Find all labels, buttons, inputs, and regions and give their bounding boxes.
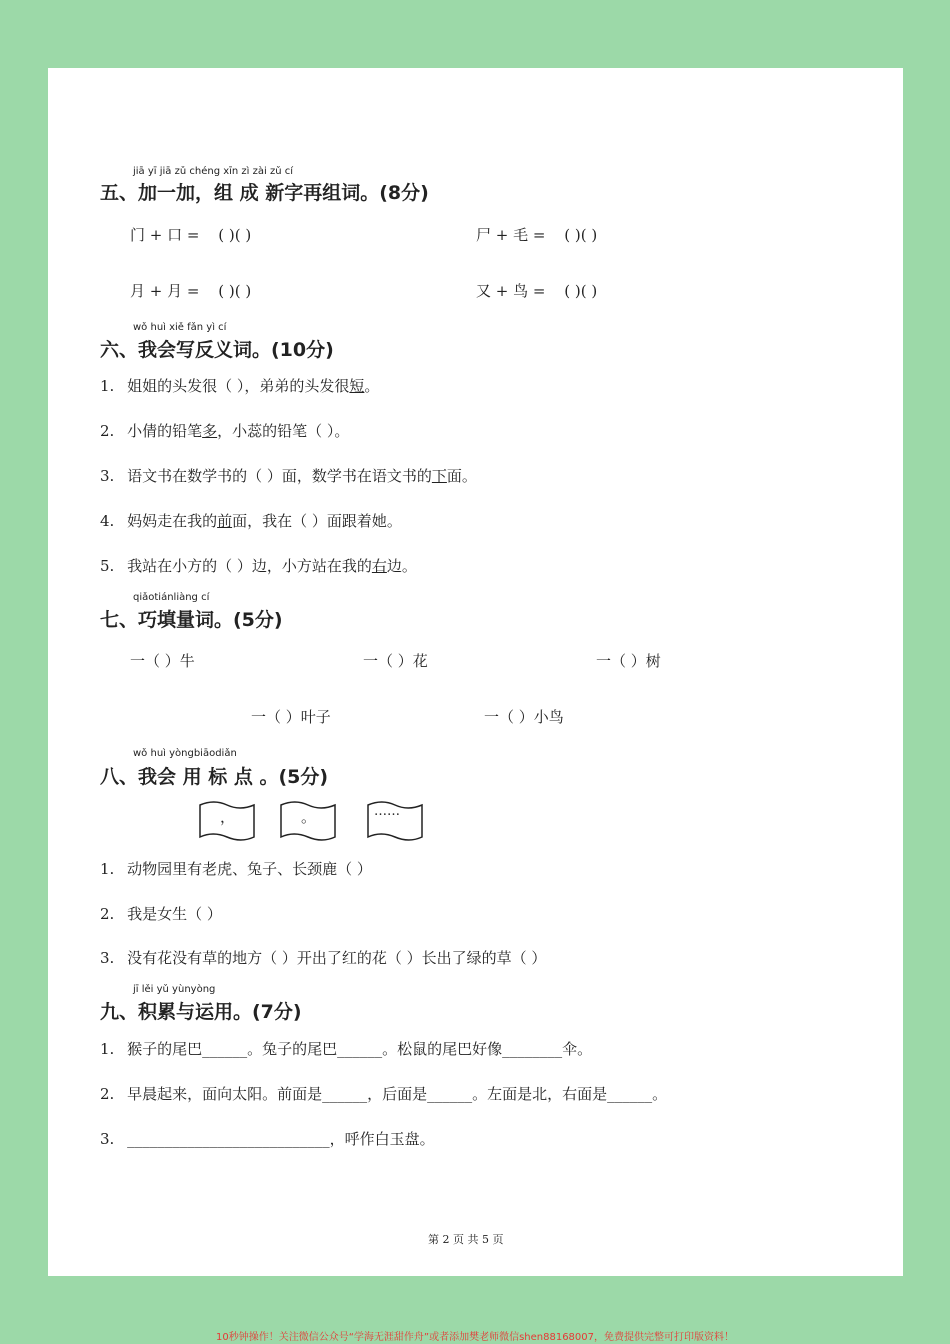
ellipsis-flag	[366, 800, 424, 842]
question-text: 我站在小方的（ ）边，小方站在我的	[127, 557, 372, 575]
question-text: 动物园里有老虎、兔子、长颈鹿（ ）	[127, 860, 372, 878]
question-text-end: 。	[364, 377, 380, 395]
question-number: 1.	[100, 1040, 115, 1058]
question-text: 没有花没有草的地方（ ）开出了红的花（ ）长出了绿的草（ ）	[127, 949, 547, 967]
punctuation-question-1	[100, 858, 372, 879]
key-word: 前	[217, 512, 233, 530]
question-text-end: ，小蕊的铅笔（ ）。	[217, 422, 350, 440]
key-word: 多	[202, 422, 218, 440]
question-text-end: 面，我在（ ）面跟着她。	[232, 512, 402, 530]
question-number: 3.	[100, 1130, 115, 1148]
question-text-end: 边。	[386, 557, 417, 575]
measure-word-item-3: 一（ ）树	[596, 652, 661, 670]
question-text: 小倩的铅笔	[127, 422, 203, 440]
promo-note: 10秒钟操作！关注微信公众号“学海无涯甜作舟”或者添加樊老师微信shen88168007，免费提供完整可打印版资料！	[215, 1332, 735, 1343]
flag-symbol: ，	[220, 808, 236, 826]
question-text: ___________________________，呼作白玉盘。	[127, 1130, 435, 1148]
section5-item-3	[130, 280, 251, 301]
key-word: 右	[371, 557, 387, 575]
compose-expression: 又 + 鸟 =	[476, 282, 546, 300]
compose-expression: 月 + 月 =	[130, 282, 200, 300]
compose-blanks: ( )( )	[218, 226, 252, 244]
key-word: 下	[431, 467, 447, 485]
page-number: 第 2 页 共 5 页	[428, 1233, 504, 1246]
measure-word-item-4: 一（ ）叶子	[251, 708, 331, 726]
antonym-question-3	[100, 465, 477, 486]
flag-symbol: 。	[301, 808, 317, 826]
section7-title: 七、巧填量词。(5分)	[100, 609, 283, 631]
antonym-question-4	[100, 510, 402, 531]
question-number: 4.	[100, 512, 115, 530]
question-number: 5.	[100, 557, 115, 575]
section5-item-4	[476, 280, 597, 301]
compose-blanks: ( )( )	[564, 226, 598, 244]
accumulation-question-2	[100, 1083, 667, 1104]
antonym-question-5	[100, 555, 417, 576]
section9-title: 九、积累与运用。(7分)	[100, 1001, 302, 1023]
question-text: 姐姐的头发很（ ），弟弟的头发很	[127, 377, 350, 395]
punctuation-question-3	[100, 947, 546, 968]
antonym-question-2	[100, 420, 349, 441]
section8-title: 八、我会 用 标 点 。(5分)	[100, 766, 329, 788]
question-text: 语文书在数学书的（ ）面，数学书在语文书的	[127, 467, 432, 485]
measure-word-item-5: 一（ ）小鸟	[484, 708, 564, 726]
section9-pinyin: jī lěi yǔ yùnyòng	[133, 984, 216, 995]
question-number: 3.	[100, 949, 115, 967]
question-text: 妈妈走在我的	[127, 512, 218, 530]
question-number: 3.	[100, 467, 115, 485]
question-text-end: 面。	[446, 467, 477, 485]
compose-blanks: ( )( )	[564, 282, 598, 300]
question-text: 早晨起来，面向太阳。前面是______，后面是______。左面是北，右面是______。	[127, 1085, 668, 1103]
question-number: 1.	[100, 860, 115, 878]
accumulation-question-3	[100, 1128, 435, 1149]
question-number: 2.	[100, 1085, 115, 1103]
section8-pinyin: wǒ huì yòngbiāodiǎn	[133, 748, 237, 759]
flag-symbol: ……	[374, 804, 400, 819]
section5-pinyin: jiā yī jiā zǔ chéng xīn zì zài zǔ cí	[133, 166, 294, 177]
section5-item-2	[476, 224, 597, 245]
section6-pinyin: wǒ huì xiě fǎn yì cí	[133, 322, 227, 333]
worksheet-page	[48, 68, 903, 1276]
question-number: 1.	[100, 377, 115, 395]
key-word: 短	[349, 377, 365, 395]
section5-title: 五、加一加，组 成 新字再组词。(8分)	[100, 182, 429, 204]
section7-pinyin: qiǎotiánliàng cí	[133, 592, 210, 603]
section6-title: 六、我会写反义词。(10分)	[100, 339, 334, 361]
period-flag	[279, 800, 337, 842]
question-number: 2.	[100, 905, 115, 923]
section5-item-1	[130, 224, 251, 245]
compose-blanks: ( )( )	[218, 282, 252, 300]
measure-word-item-2: 一（ ）花	[363, 652, 428, 670]
question-number: 2.	[100, 422, 115, 440]
accumulation-question-1	[100, 1038, 592, 1059]
compose-expression: 尸 + 毛 =	[476, 226, 546, 244]
measure-word-item-1: 一（ ）牛	[130, 652, 195, 670]
compose-expression: 门 + 口 =	[130, 226, 200, 244]
antonym-question-1	[100, 375, 379, 396]
question-text: 猴子的尾巴______。兔子的尾巴______。松鼠的尾巴好像________伞。	[127, 1040, 593, 1058]
comma-flag	[198, 800, 256, 842]
punctuation-question-2	[100, 903, 222, 924]
question-text: 我是女生（ ）	[127, 905, 222, 923]
